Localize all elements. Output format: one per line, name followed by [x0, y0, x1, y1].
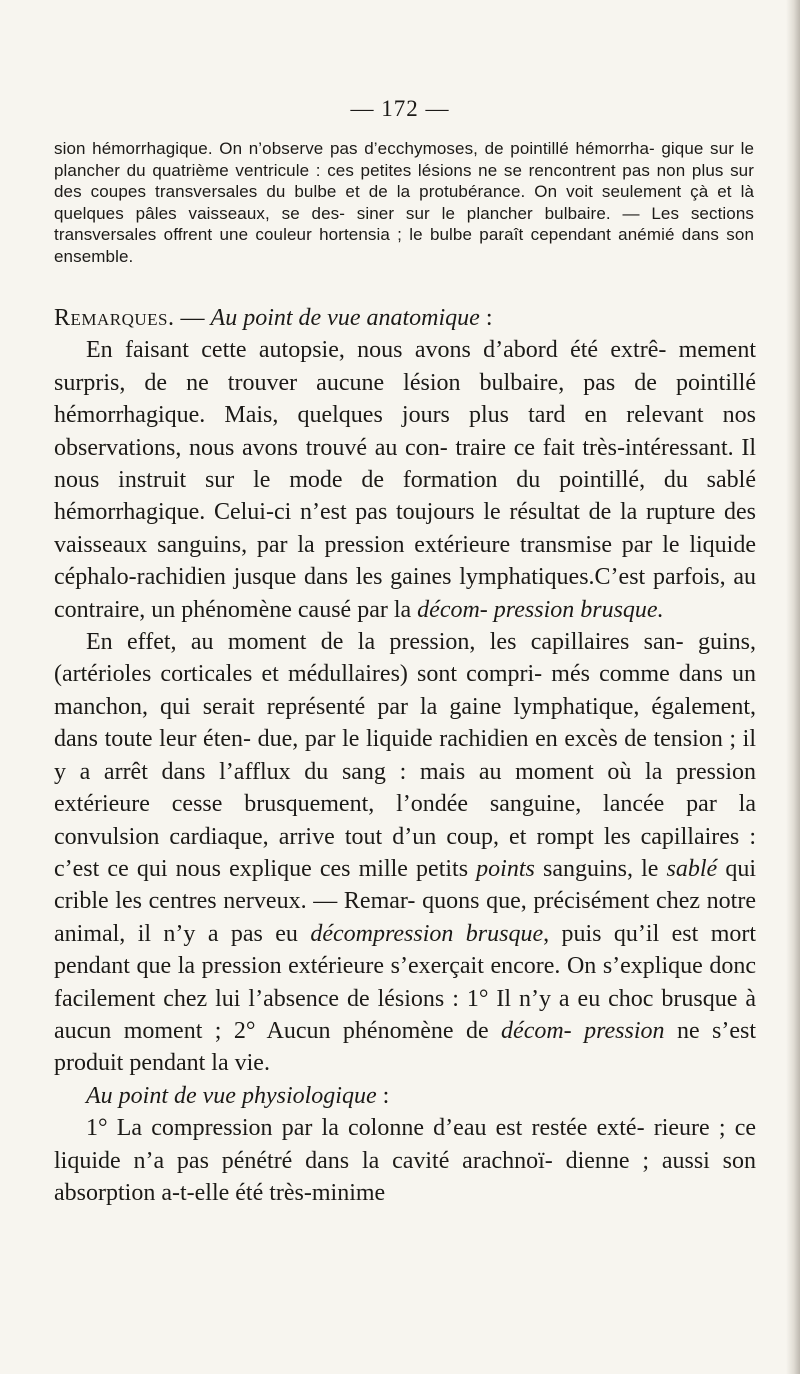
page-number: — 172 — — [350, 96, 450, 121]
paragraph-2-text-4: , puis qu’il est mort pendant que la pression extérieure s’exerçait encore. On s’explique donc facilement chez lui l’absence de lésions : 1° Il n’y a eu choc brusque à aucun moment ; 2° Aucun phénomène de — [54, 920, 757, 1044]
top-paragraph: sion hémorrhagique. On n’observe pas d’ecchymoses, de pointillé hémorrha- gique sur le plancher du quatrième ventricule : ces petites lésions ne se rencontrent pas non plus sur des coupes transversales du bulbe et de la protubérance. On voit seulement çà et là quelques pâles vaisseaux, se des- siner sur le plancher bulbaire. — Les sections transversales offrent une couleur hortensia ; le bulbe paraît cependant anémié dans son ensemble. — [54, 139, 754, 266]
paragraph-2-text-1: En effet, au moment de la pression, les capillaires san- guins, (artérioles corticales et médullaires) sont compri- més comme dans un manchon, qui serait représenté par la gaine lymphatique, également, dans toute leur éten- due, par le liquide rachidien en excès de tension ; il y a arrêt dans l’afflux du sang : mais au moment où la pression extérieure cesse brusquement, l’ondée sanguine, lancée par la convulsion cardiaque, arrive tout d’un coup, et rompt les capillaires : c’est ce qui nous explique ces mille petits — [54, 629, 756, 882]
paragraph-2-text-2: sanguins, le — [542, 855, 659, 882]
paragraph-2 — [54, 626, 756, 1080]
paragraph-1-text: En faisant cette autopsie, nous avons d’abord été extrê- mement surpris, de ne trouver aucune lésion bulbaire, pas de pointillé hémorrhagique. Mais, quelques jours plus tard en relevant nos observations, nous avons trouvé au con- traire ce fait très-intéressant. Il nous instruit sur le mode de formation du pointillé, du sablé hémorrhagique. Celui-ci n’est pas toujours le résultat de la rupture des vaisseaux sanguins, par la pression extérieure transmise par le liquide céphalo-rachidien jusque dans les gaines lymphatiques.C’est parfois, au contraire, un phénomène causé par la — [54, 337, 756, 623]
physiologique-colon: : — [376, 1082, 390, 1109]
page-edge-shadow — [786, 0, 800, 1374]
remarques-label: Remarques. — [54, 305, 175, 331]
paragraph-1 — [54, 334, 756, 626]
remarques-dash: — — [174, 305, 211, 331]
paragraph-2-italic-3: décompression brusque — [310, 920, 544, 947]
physiologique-heading — [54, 1080, 756, 1112]
paragraph-2-italic-2: sablé — [666, 855, 718, 882]
paragraph-2-text-5: ne s’est produit pendant la vie. — [54, 1017, 757, 1077]
paragraph-1-italic: décom- pression brusque. — [417, 596, 664, 623]
physiologique-heading-text: Au point de vue physiologique — [86, 1082, 377, 1109]
anatomique-heading: Au point de vue anatomique — [210, 305, 480, 331]
paragraph-3: 1° La compression par la colonne d’eau est restée exté- rieure ; ce liquide n’a pas pénétré dans la cavité arachnoï- dienne ; aussi son absorption a-t-elle été très-minime — [54, 1115, 756, 1206]
anatomique-colon: : — [479, 305, 493, 331]
paragraph-2-text-3: qui crible les centres nerveux. — Remar- quons que, précisément chez notre animal, il n’y a pas eu — [54, 855, 757, 947]
paragraph-2-italic-1: points — [476, 855, 535, 882]
main-text-block — [54, 302, 756, 1209]
top-paragraph-block — [54, 138, 754, 267]
paragraph-2-italic-4: décom- pression — [501, 1017, 665, 1044]
remarques-heading — [54, 302, 756, 334]
